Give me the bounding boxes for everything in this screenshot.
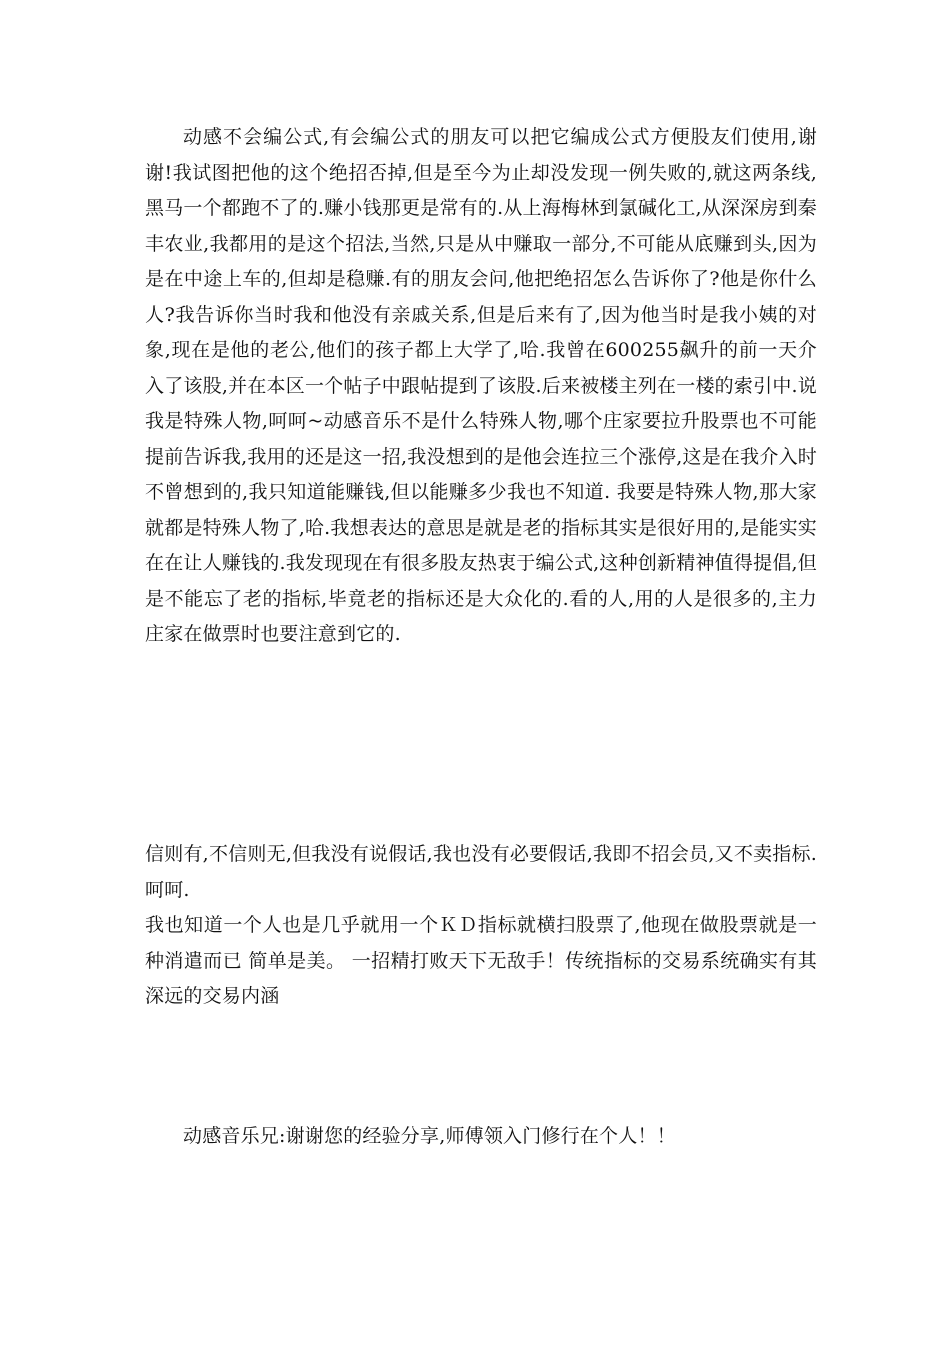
paragraph-2: 信则有,不信则无,但我没有说假话,我也没有必要假话,我即不招会员,又不卖指标.呵呵. [145,843,817,901]
paragraph-3: 我也知道一个人也是几乎就用一个ＫＤ指标就横扫股票了,他现在做股票就是一种消遣而已 简单是美。 一招精打败天下无敌手！传统指标的交易系统确实有其深远的交易内涵 [145,914,817,1007]
paragraph-4: 动感音乐兄:谢谢您的经验分享,师傅领入门修行在个人！！ [183,1125,676,1147]
paragraph-1: 动感不会编公式,有会编公式的朋友可以把它编成公式方便股友们使用,谢谢!我试图把他的这个绝招否掉,但是至今为止却没发现一例失败的,就这两条线,黑马一个都跑不了的.赚小钱那更是常有的.从上海梅林到氯碱化工,从深深房到秦丰农业,我都用的是这个招法,当然,只是从中赚取一部分,不可能从底赚到头,因为是在中途上车的,但却是稳赚.有的朋友会问,他把绝招怎么告诉你了?他是你什么人?我告诉你当时我和他没有亲戚关系,但是后来有了,因为他当时是我小姨的对象,现在是他的老公,他们的孩子都上大学了,哈.我曾在600255飙升的前一天介入了该股,并在本区一个帖子中跟帖提到了该股.后来被楼主列在一楼的索引中.说我是特殊人物,呵呵~动感音乐不是什么特殊人物,哪个庄家要拉升股票也不可能提前告诉我,我用的还是这一招,我没想到的是他会连拉三个涨停,这是在我介入时不曾想到的,我只知道能赚钱,但以能赚多少我也不知道. 我要是特殊人物,那大家就都是特殊人物了,哈.我想表达的意思是就是老的指标其实是很好用的,是能实实在在让人赚钱的.我发现现在有很多股友热衷于编公式,这种创新精神值得提倡,但是不能忘了老的指标,毕竟老的指标还是大众化的.看的人,用的人是很多的,主力庄家在做票时也要注意到它的. [145,126,817,645]
